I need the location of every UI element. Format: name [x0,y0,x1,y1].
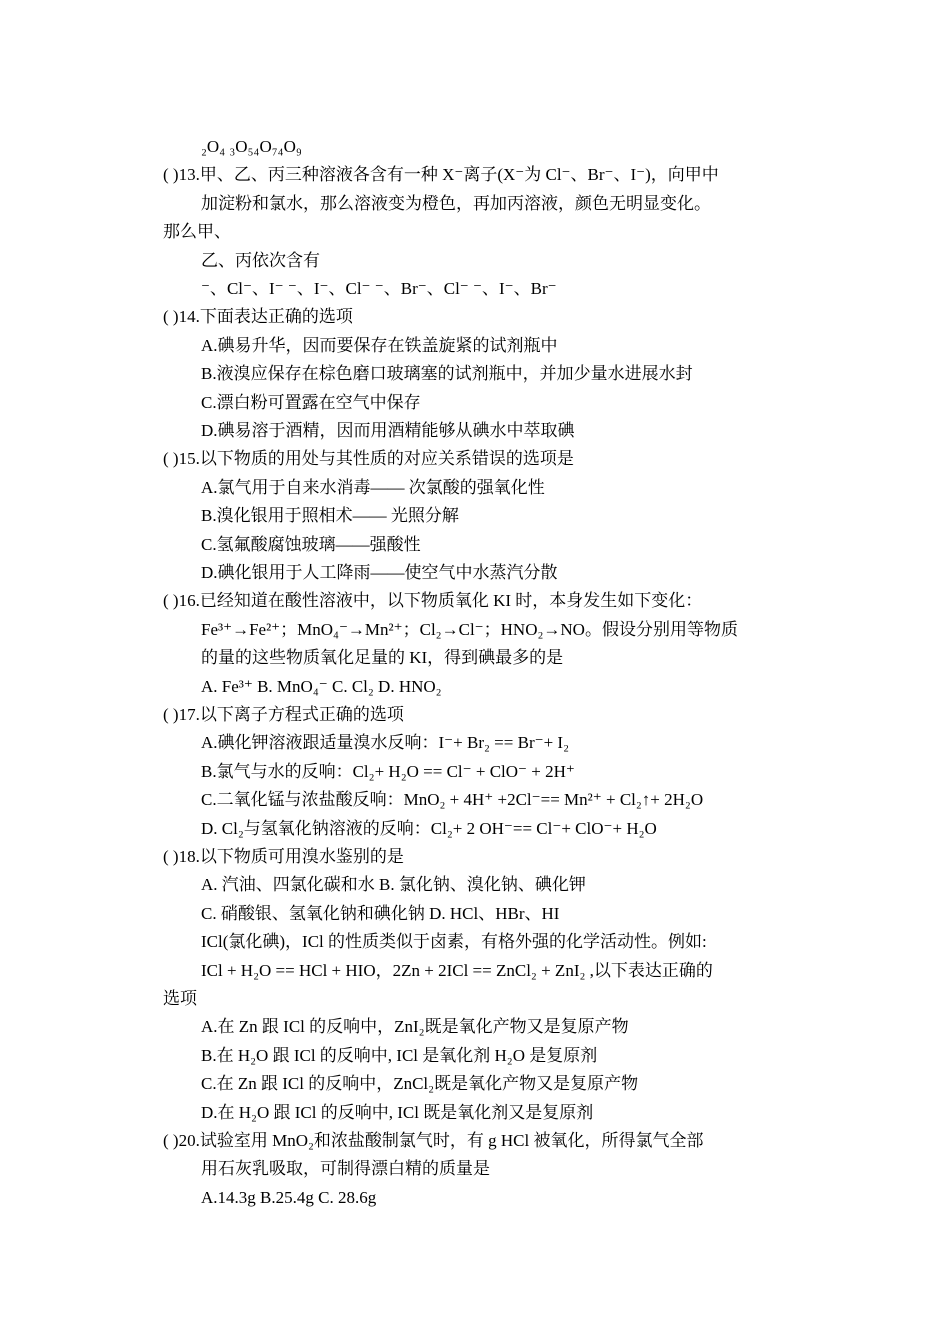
text-line: A.在 Zn 跟 ICl 的反响中，ZnI₂既是氧化产物又是复原产物 [201,1017,629,1036]
text-line: ( )18.以下物质可用溴水鉴别的是 [163,847,404,866]
text-line: D.碘化银用于人工降雨——使空气中水蒸汽分散 [201,563,558,582]
text-line: ⁻、Cl⁻、I⁻ ⁻、I⁻、Cl⁻ ⁻、Br⁻、Cl⁻ ⁻、I⁻、Br⁻ [201,279,557,298]
text-line: C. 硝酸银、氢氧化钠和碘化钠 D. HCl、HBr、HI [201,904,560,923]
text-line: 用石灰乳吸取，可制得漂白精的质量是 [201,1159,490,1178]
text-line: ( )17.以下离子方程式正确的选项 [163,705,404,724]
text-line: ₂O₄ ₃O₅₄O₇₄O₉ [201,137,302,156]
text-line: B.液溴应保存在棕色磨口玻璃塞的试剂瓶中，并加少量水进展水封 [201,364,693,383]
text-line: A. 汽油、四氯化碳和水 B. 氯化钠、溴化钠、碘化钾 [201,875,586,894]
text-line: A.碘化钾溶液跟适量溴水反响：I⁻+ Br₂ == Br⁻+ I₂ [201,733,569,752]
text-line: D.碘易溶于酒精，因而用酒精能够从碘水中萃取碘 [201,421,575,440]
text-line: B.溴化银用于照相术—— 光照分解 [201,506,459,525]
text-line: ( )14.下面表达正确的选项 [163,307,353,326]
text-line: ( )16.已经知道在酸性溶液中，以下物质氧化 KI 时，本身发生如下变化： [163,591,703,610]
text-line: ICl(氯化碘)，ICl 的性质类似于卤素，有格外强的化学活动性。例如: [201,932,707,951]
text-line: C.二氧化锰与浓盐酸反响：MnO₂ + 4H⁺ +2Cl⁻== Mn²⁺ + Cl₂↑+ 2H₂O [201,790,704,809]
text-line: A.碘易升华，因而要保存在铁盖旋紧的试剂瓶中 [201,336,558,355]
text-line: ICl + H₂O == HCl + HIO，2Zn + 2ICl == ZnCl₂ + ZnI₂ ,以下表达正确的 [201,961,713,980]
text-line: 加淀粉和氯水，那么溶液变为橙色，再加丙溶液，颜色无明显变化。 [201,194,711,213]
text-line: D.在 H₂O 跟 ICl 的反响中, ICl 既是氧化剂又是复原剂 [201,1103,594,1122]
text-line: ( )13.甲、乙、丙三种溶液各含有一种 X⁻离子(X⁻为 Cl⁻、Br⁻、I⁻)，向甲中 [163,165,719,184]
text-line: A.氯气用于自来水消毒—— 次氯酸的强氧化性 [201,478,545,497]
text-line: 的量的这些物质氧化足量的 KI，得到碘最多的是 [201,648,564,667]
text-line: 那么甲、 [163,222,231,241]
text-line: A. Fe³⁺ B. MnO₄⁻ C. Cl₂ D. HNO₂ [201,677,442,696]
text-line: Fe³⁺→Fe²⁺；MnO₄⁻→Mn²⁺；Cl₂→Cl⁻；HNO₂→NO。假设分别用等物质 [201,620,738,639]
text-line: 选项 [163,989,197,1008]
text-line: C.氢氟酸腐蚀玻璃——强酸性 [201,535,421,554]
text-line: B.氯气与水的反响：Cl₂+ H₂O == Cl⁻ + ClO⁻ + 2H⁺ [201,762,575,781]
text-line: D. Cl₂与氢氧化钠溶液的反响：Cl₂+ 2 OH⁻== Cl⁻+ ClO⁻+ H₂O [201,819,657,838]
text-line: C.在 Zn 跟 ICl 的反响中，ZnCl₂既是氧化产物又是复原产物 [201,1074,639,1093]
text-line: A.14.3g B.25.4g C. 28.6g [201,1188,377,1207]
text-line: ( )15.以下物质的用处与其性质的对应关系错误的选项是 [163,449,574,468]
text-line: C.漂白粉可置露在空气中保存 [201,393,421,412]
text-line: B.在 H₂O 跟 ICl 的反响中, ICl 是氧化剂 H₂O 是复原剂 [201,1046,598,1065]
text-line: 乙、丙依次含有 [201,251,320,270]
text-line: ( )20.试验室用 MnO₂和浓盐酸制氯气时，有 g HCl 被氧化，所得氯气全部 [163,1131,704,1150]
